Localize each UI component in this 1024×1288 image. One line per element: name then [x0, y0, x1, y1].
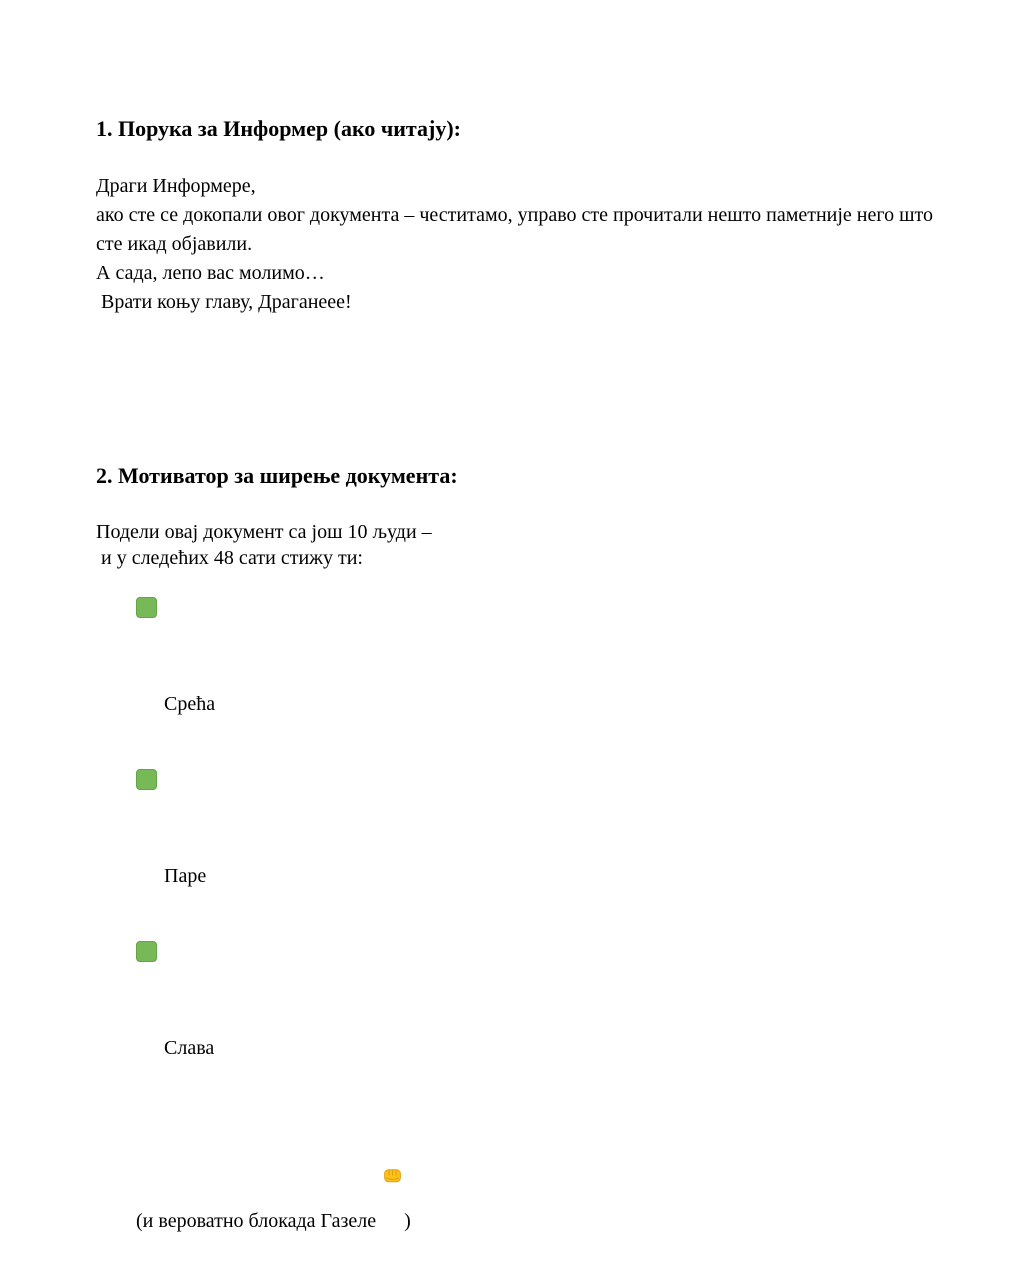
paragraph-line: сте икад објавили.	[96, 233, 253, 255]
checklist-item	[96, 571, 940, 743]
paragraph-line: и у следећих 48 сати стижу ти:	[96, 547, 363, 569]
section-1-heading: 1. Порука за Информер (ако читају):	[96, 116, 461, 141]
checklist-item-label: Паре	[164, 865, 207, 887]
section-2-paragraph	[96, 519, 940, 1260]
document-content	[0, 116, 1024, 1260]
section-2-heading: 2. Мотиватор за ширење документа:	[96, 463, 458, 488]
check-mark-button-emoji-icon	[136, 941, 157, 962]
paragraph-line: Драги Информере,	[96, 175, 256, 197]
checklist-item	[96, 915, 940, 1087]
closing-line	[96, 1087, 940, 1260]
closing-suffix: )	[404, 1210, 411, 1232]
check-mark-button-emoji-icon	[136, 597, 157, 618]
checklist-item-label: Слава	[164, 1037, 215, 1059]
raised-fist-emoji-icon	[382, 1113, 403, 1134]
section-1-paragraph	[96, 172, 940, 317]
check-mark-button-emoji-icon	[136, 769, 157, 790]
paragraph-line: Врати коњу главу, Драганеее!	[96, 291, 352, 313]
paragraph-line: ако сте се докопали овог документа – честитамо, управо сте прочитали нешто паметније него што	[96, 204, 933, 226]
checklist-item	[96, 743, 940, 915]
closing-prefix: (и вероватно блокада Газеле	[136, 1210, 382, 1232]
checklist-item-label: Срећа	[164, 693, 216, 715]
paragraph-line: А сада, лепо вас молимо…	[96, 262, 325, 284]
paragraph-line: Подели овај документ са још 10 људи –	[96, 521, 432, 543]
